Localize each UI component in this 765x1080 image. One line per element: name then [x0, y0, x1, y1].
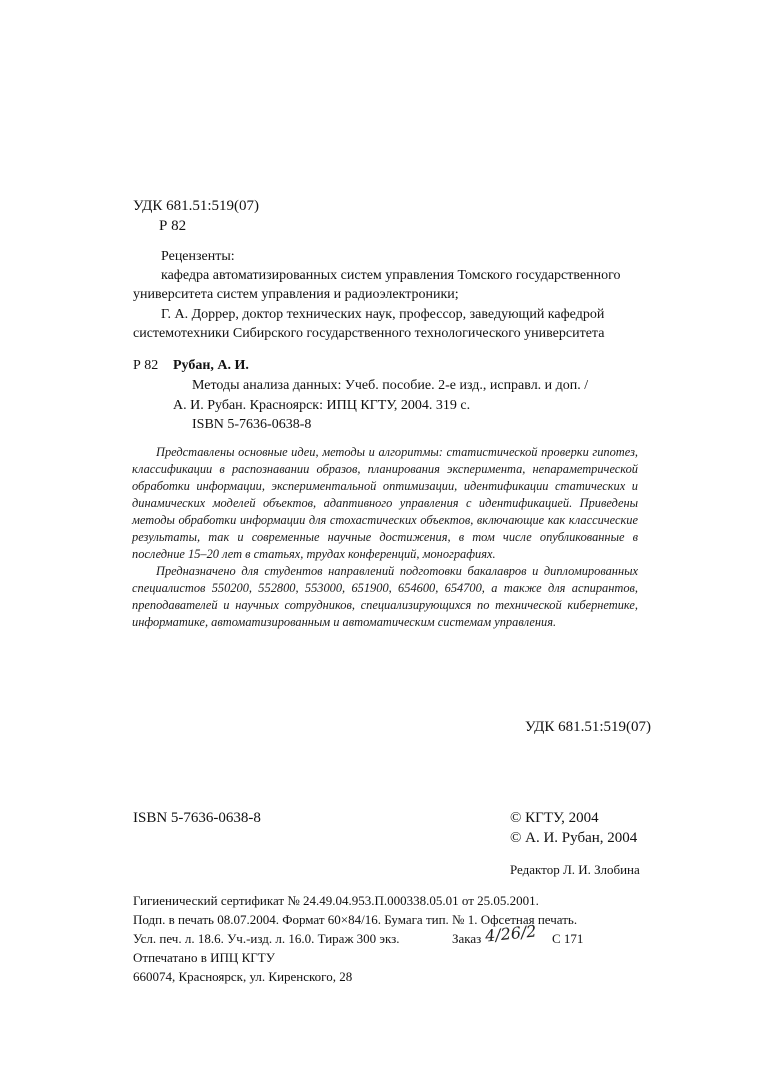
- editor: Редактор Л. И. Злобина: [510, 862, 640, 877]
- reviewer-1-line-2: университета систем управления и радиоэлектроники;: [133, 287, 459, 302]
- entry-isbn: ISBN 5-7636-0638-8: [192, 417, 312, 432]
- copyright-author: © А. И. Рубан, 2004: [510, 830, 638, 846]
- isbn-bottom: ISBN 5-7636-0638-8: [133, 810, 261, 826]
- reviewer-2-line-2: системотехники Сибирского государственного технологического университета: [133, 326, 605, 341]
- entry-code: Р 82: [133, 358, 159, 373]
- entry-author: Рубан, А. И.: [173, 358, 249, 373]
- order-code: С 171: [552, 931, 584, 946]
- udc-bottom: УДК 681.51:519(07): [525, 719, 651, 735]
- reviewers-heading: Рецензенты:: [161, 249, 235, 264]
- imprint-line-1: Гигиенический сертификат № 24.49.04.953.П.000338.05.01 от 25.05.2001.: [133, 893, 539, 908]
- imprint-line-2: Подп. в печать 08.07.2004. Формат 60×84/16. Бумага тип. № 1. Офсетная печать.: [133, 912, 578, 927]
- imprint-line-4: Отпечатано в ИПЦ КГТУ: [133, 950, 275, 965]
- order-number-handwritten: [484, 921, 538, 946]
- udc-top: УДК 681.51:519(07): [133, 198, 259, 214]
- entry-title-line-2: А. И. Рубан. Красноярск: ИПЦ КГТУ, 2004. 319 с.: [173, 398, 471, 413]
- imprint-line-3: Усл. печ. л. 18.6. Уч.-изд. л. 16.0. Тираж 300 экз.: [133, 931, 400, 946]
- reviewer-1-line-1: кафедра автоматизированных систем управления Томского государственного: [161, 268, 621, 283]
- annotation: [132, 444, 638, 631]
- bbk-top: Р 82: [159, 218, 187, 234]
- order-label: Заказ: [452, 931, 482, 946]
- entry-title-line-1: Методы анализа данных: Учеб. пособие. 2-е изд., исправл. и доп. /: [192, 378, 589, 393]
- annotation-paragraph-1: Представлены основные идеи, методы и алгоритмы: статистической проверки гипотез, классификации в распознавании образов, планирования эксперимента, непараметрической обработки информации, экспериментальной оптимизации, идентификации статических и динамических моделей объектов, адаптивного управления с идентификацией. Приведены методы обработки информации для стохастических объектов, включающие как классические результаты, так и современные научные достижения, в том числе опубликованные в последние 15–20 лет в статьях, трудах конференций, монографиях.: [132, 445, 638, 561]
- order-number-value: 4/26/2: [484, 921, 538, 946]
- annotation-paragraph-2: Предназначено для студентов направлений подготовки бакалавров и дипломированных специалистов 550200, 552800, 553000, 651900, 654600, 654700, а также для аспирантов, преподавателей и научных сотрудников, специализирующихся по технической кибернетике, информатике, автоматизированным и автоматическим системам управления.: [132, 564, 638, 629]
- reviewer-2-line-1: Г. А. Доррер, доктор технических наук, профессор, заведующий кафедрой: [161, 307, 605, 322]
- copyright-university: © КГТУ, 2004: [510, 810, 599, 826]
- imprint-line-5: 660074, Красноярск, ул. Киренского, 28: [133, 969, 353, 984]
